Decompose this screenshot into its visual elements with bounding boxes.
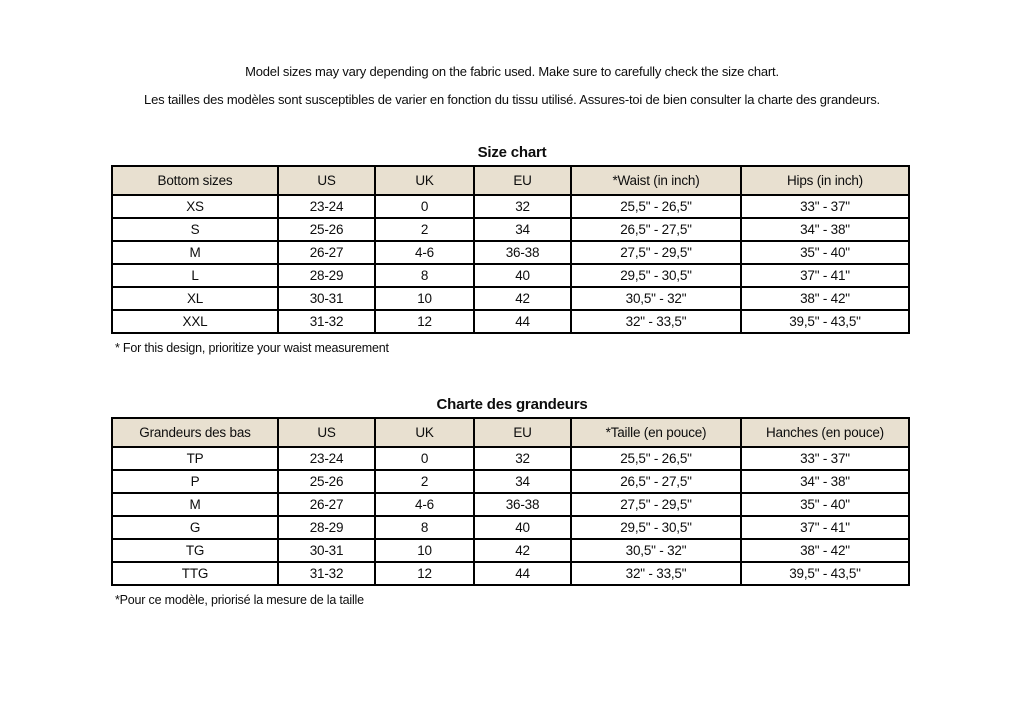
table-cell: 34 [474,470,571,493]
table-cell: 26-27 [278,241,375,264]
table-cell: 27,5" - 29,5" [571,493,741,516]
table-cell: 30-31 [278,539,375,562]
table-cell: 40 [474,264,571,287]
size-row-xs [112,195,909,218]
size-chart-title-en: Size chart [477,144,547,161]
size-chart-wrap-fr [111,417,908,608]
size-chart-table-fr [111,417,910,586]
table-cell: 2 [375,470,474,493]
table-cell: 36-38 [474,241,571,264]
table-cell: 39,5" - 43,5" [741,310,909,333]
table-cell: 34" - 38" [741,218,909,241]
table-cell: 35" - 40" [741,493,909,516]
table-cell: 34" - 38" [741,470,909,493]
table-cell: 12 [375,310,474,333]
column-header-grandeurs-des-bas: Grandeurs des bas [112,418,278,447]
table-cell: M [112,493,278,516]
column-header-waist: *Waist (in inch) [571,166,741,195]
intro-text-fr: Les tailles des modèles sont susceptibles de varier en fonction du tissu utilisé. Assures-toi de bien consulter la charte des grandeurs. [144,92,880,107]
size-chart-wrap-en [111,165,908,356]
table-cell: 26,5" - 27,5" [571,218,741,241]
table-cell: 31-32 [278,310,375,333]
table-cell: 25-26 [278,218,375,241]
column-header-uk: UK [375,166,474,195]
column-header-uk-fr: UK [375,418,474,447]
size-row-m [112,241,909,264]
size-row-ttg [112,562,909,585]
table-cell: 4-6 [375,493,474,516]
table-header-row-en [112,166,909,195]
table-cell: 29,5" - 30,5" [571,264,741,287]
table-cell: S [112,218,278,241]
size-row-m-fr [112,493,909,516]
size-row-s [112,218,909,241]
size-chart-title-fr: Charte des grandeurs [436,396,588,413]
table-cell: 42 [474,287,571,310]
table-cell: 23-24 [278,447,375,470]
size-row-g [112,516,909,539]
table-cell: TG [112,539,278,562]
table-cell: 26-27 [278,493,375,516]
table-header-row-fr [112,418,909,447]
table-cell: 44 [474,310,571,333]
table-cell: 34 [474,218,571,241]
column-header-eu: EU [474,166,571,195]
table-cell: 39,5" - 43,5" [741,562,909,585]
column-header-hips: Hips (in inch) [741,166,909,195]
table-cell: P [112,470,278,493]
table-cell: 0 [375,195,474,218]
table-cell: TTG [112,562,278,585]
table-cell: 33" - 37" [741,195,909,218]
table-cell: XL [112,287,278,310]
table-cell: 10 [375,539,474,562]
table-cell: 44 [474,562,571,585]
size-chart-table-en [111,165,910,334]
table-cell: 30-31 [278,287,375,310]
table-cell: 0 [375,447,474,470]
table-cell: G [112,516,278,539]
table-cell: 38" - 42" [741,539,909,562]
table-cell: XS [112,195,278,218]
table-cell: 32" - 33,5" [571,310,741,333]
table-cell: 4-6 [375,241,474,264]
table-cell: 8 [375,516,474,539]
table-cell: 10 [375,287,474,310]
column-header-eu-fr: EU [474,418,571,447]
table-cell: L [112,264,278,287]
table-cell: 36-38 [474,493,571,516]
column-header-us: US [278,166,375,195]
column-header-taille: *Taille (en pouce) [571,418,741,447]
size-row-p [112,470,909,493]
table-cell: 2 [375,218,474,241]
table-cell: 29,5" - 30,5" [571,516,741,539]
table-cell: 25,5" - 26,5" [571,447,741,470]
table-cell: 31-32 [278,562,375,585]
intro-text-en: Model sizes may vary depending on the fabric used. Make sure to carefully check the size chart. [245,64,779,79]
table-cell: 35" - 40" [741,241,909,264]
table-cell: XXL [112,310,278,333]
table-cell: 37" - 41" [741,516,909,539]
size-row-l [112,264,909,287]
table-cell: 38" - 42" [741,287,909,310]
table-cell: 32" - 33,5" [571,562,741,585]
table-cell: 30,5" - 32" [571,287,741,310]
table-cell: 32 [474,447,571,470]
table-cell: M [112,241,278,264]
column-header-us-fr: US [278,418,375,447]
table-cell: 33" - 37" [741,447,909,470]
column-header-hanches: Hanches (en pouce) [741,418,909,447]
table-cell: 27,5" - 29,5" [571,241,741,264]
footnote-fr: *Pour ce modèle, priorisé la mesure de la taille [115,593,364,607]
footnote-en: * For this design, prioritize your waist measurement [115,341,389,355]
table-cell: 26,5" - 27,5" [571,470,741,493]
table-cell: 32 [474,195,571,218]
size-row-tg [112,539,909,562]
table-cell: 23-24 [278,195,375,218]
table-cell: 42 [474,539,571,562]
table-cell: 25,5" - 26,5" [571,195,741,218]
table-cell: 40 [474,516,571,539]
table-cell: 28-29 [278,264,375,287]
table-cell: 8 [375,264,474,287]
table-cell: 12 [375,562,474,585]
size-row-xxl [112,310,909,333]
table-cell: 30,5" - 32" [571,539,741,562]
size-row-xl [112,287,909,310]
table-cell: 28-29 [278,516,375,539]
size-row-tp [112,447,909,470]
column-header-bottom-sizes: Bottom sizes [112,166,278,195]
table-cell: 25-26 [278,470,375,493]
table-cell: 37" - 41" [741,264,909,287]
table-cell: TP [112,447,278,470]
